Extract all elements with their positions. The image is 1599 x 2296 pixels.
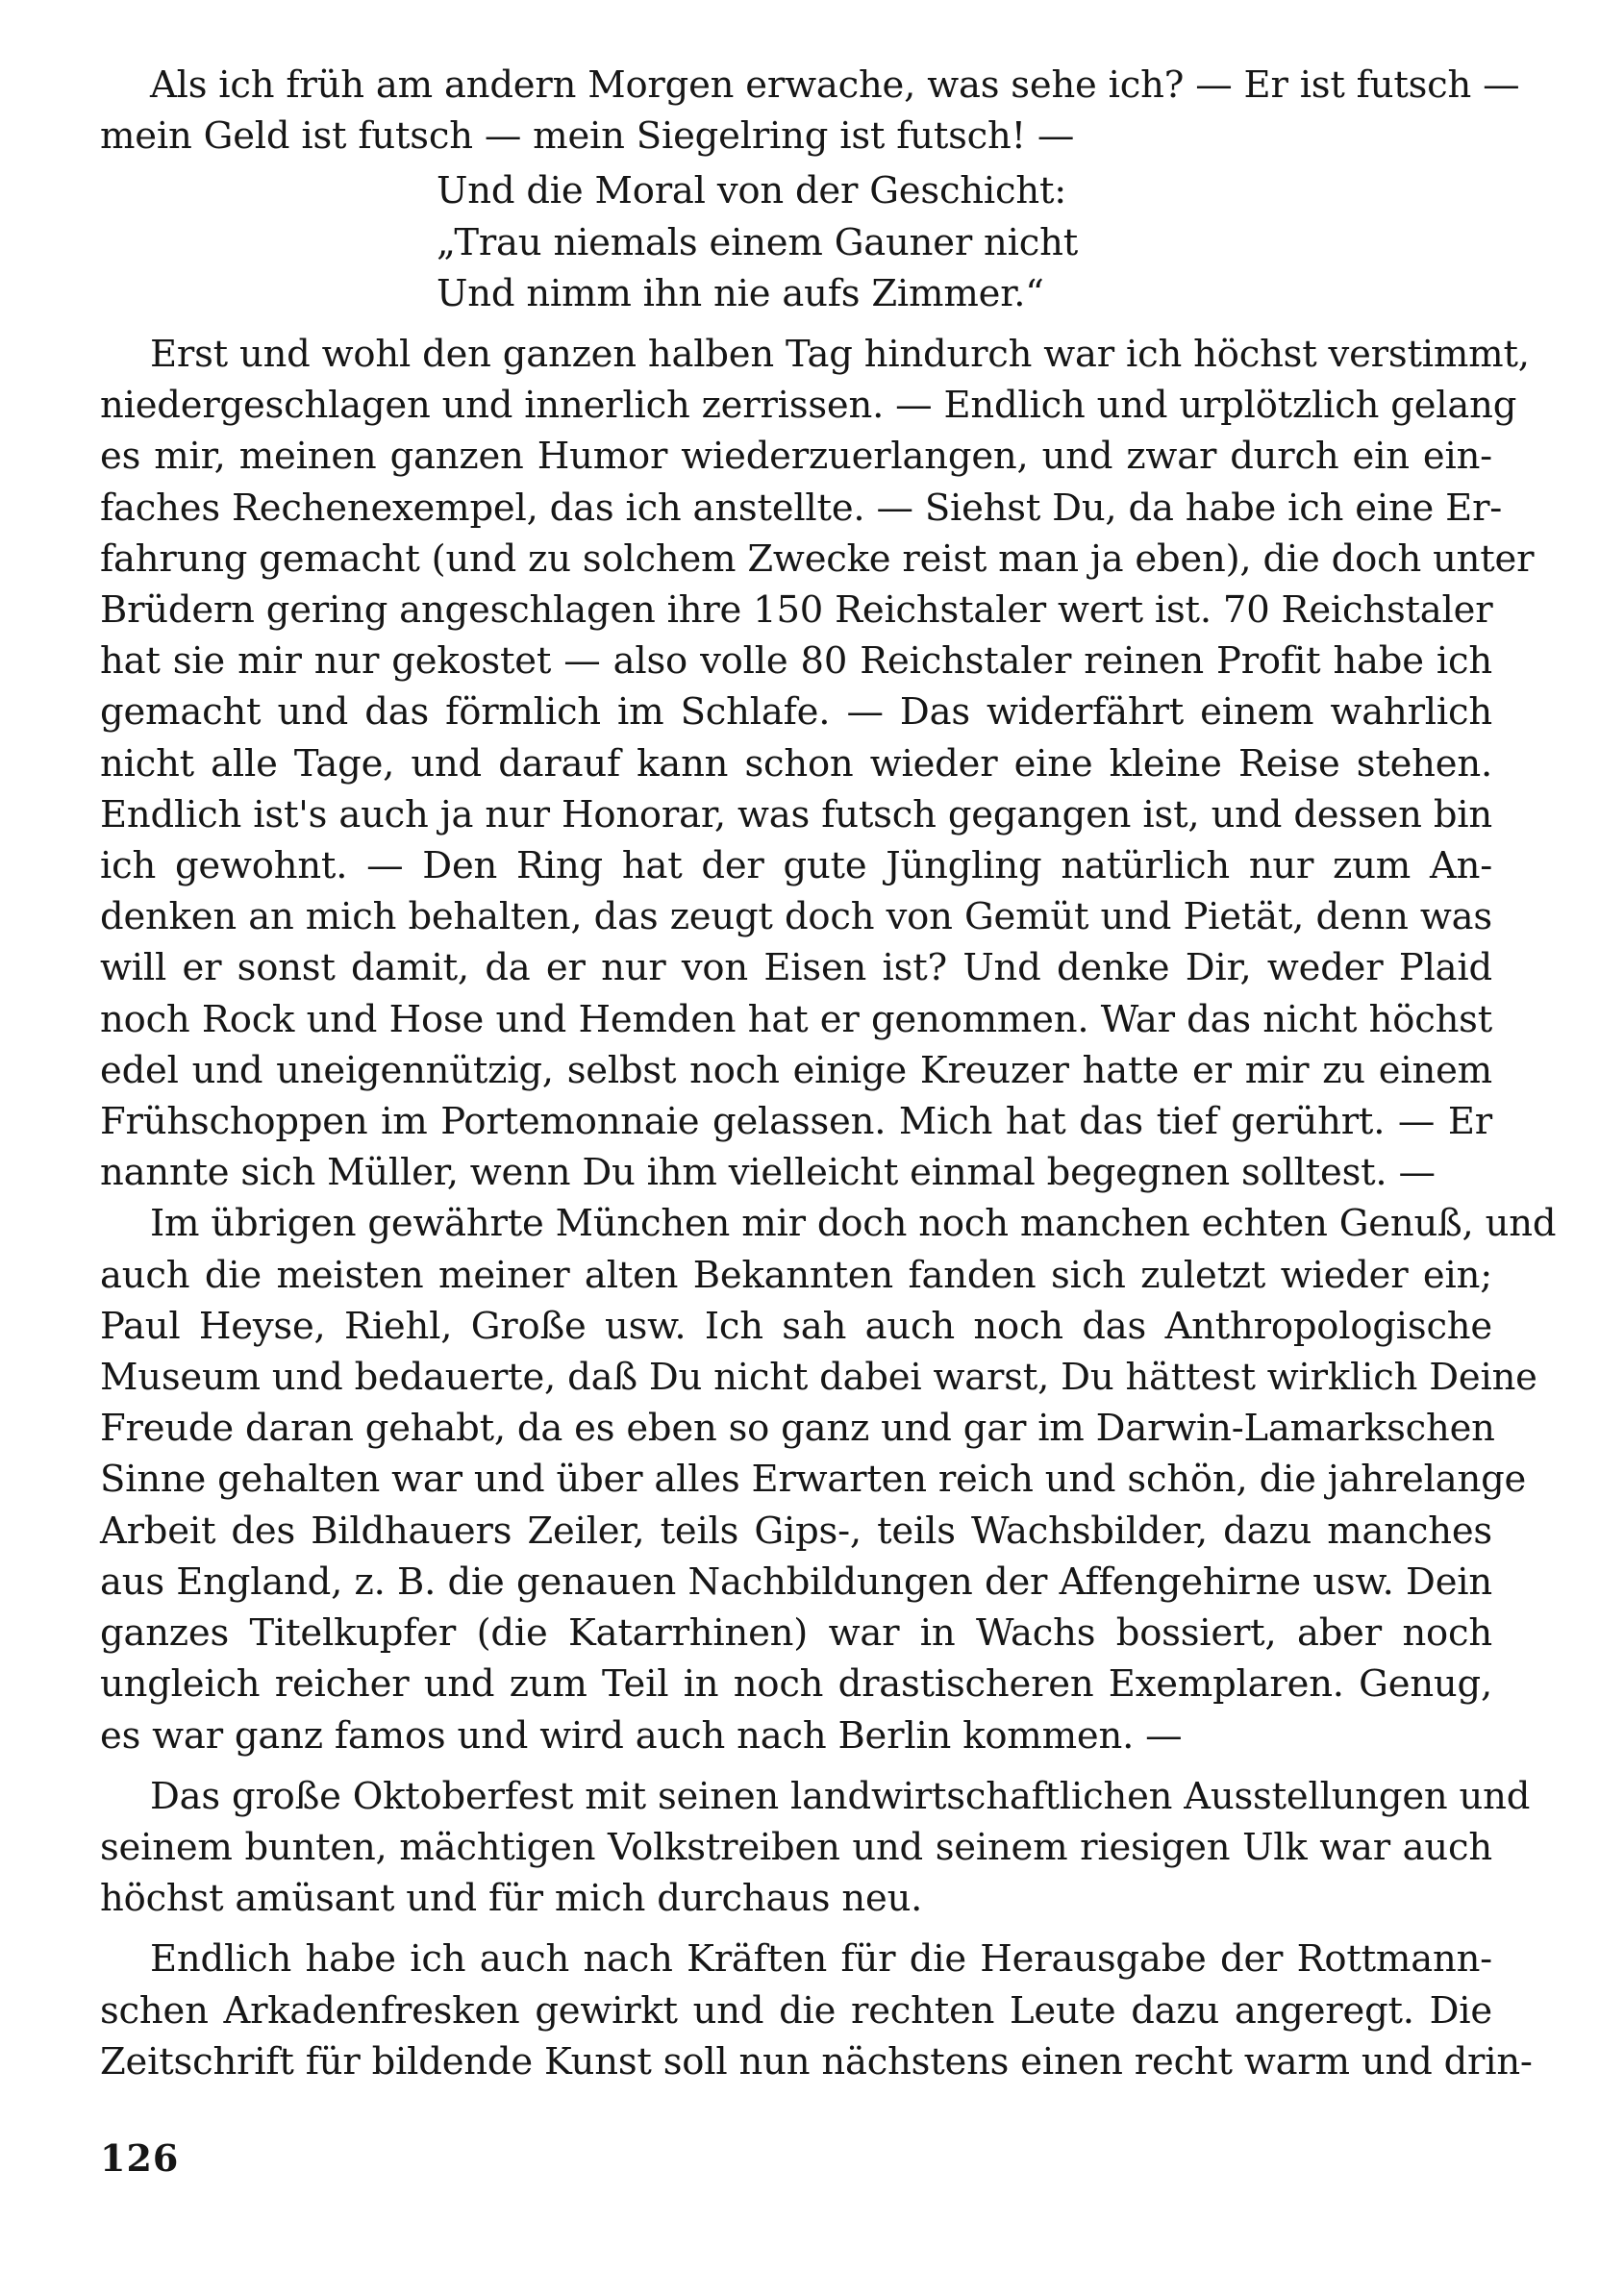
paragraph-spacer <box>100 1924 1492 1934</box>
text-line: Paul Heyse, Riehl, Große usw. Ich sah auch noch das Anthropologische <box>100 1304 1492 1348</box>
paragraph-3 <box>100 1198 1557 1760</box>
text-line: mein Geld ist futsch — mein Siegelring ist futsch! — <box>100 114 1075 159</box>
text-line: nicht alle Tage, und darauf kann schon wieder eine kleine Reise stehen. <box>100 741 1492 786</box>
text-line: ganzes Titelkupfer (die Katarrhinen) war in Wachs bossiert, aber noch <box>100 1611 1492 1656</box>
text-line: Endlich ist's auch ja nur Honorar, was futsch gegangen ist, und dessen bin <box>100 792 1492 836</box>
paragraph-1 <box>100 60 1520 162</box>
text-line: Endlich habe ich auch nach Kräften für die Herausgabe der Rottmann- <box>150 1937 1492 1982</box>
text-line: noch Rock und Hose und Hemden hat er genommen. War das nicht höchst <box>100 997 1492 1041</box>
paragraph-5 <box>100 1934 1533 2087</box>
text-line: Arbeit des Bildhauers Zeiler, teils Gips-, teils Wachsbilder, dazu manches <box>100 1509 1492 1553</box>
text-line: denken an mich behalten, das zeugt doch von Gemüt und Pietät, denn was <box>100 895 1492 939</box>
text-line: schen Arkadenfresken gewirkt und die rechten Leute dazu angeregt. Die <box>100 1988 1492 2033</box>
text-line: Freude daran gehabt, da es eben so ganz und gar im Darwin-Lamarkschen <box>100 1407 1495 1451</box>
text-line: niedergeschlagen und innerlich zerrissen. — Endlich und urplötzlich gelang <box>100 384 1517 428</box>
text-line: Im übrigen gewährte München mir doch noch manchen echten Genuß, und <box>150 1202 1557 1246</box>
text-line: seinem bunten, mächtigen Volkstreiben und seinem riesigen Ulk war auch <box>100 1825 1492 1869</box>
text-line: Das große Oktoberfest mit seinen landwirtschaftlichen Ausstellungen und <box>150 1774 1531 1818</box>
text-line: es mir, meinen ganzen Humor wiederzuerlangen, und zwar durch ein ein- <box>100 435 1492 479</box>
paragraph-spacer <box>100 1761 1492 1771</box>
text-line: Als ich früh am andern Morgen erwache, was sehe ich? — Er ist futsch — <box>150 63 1520 107</box>
text-line: Museum und bedauerte, daß Du nicht dabei warst, Du hättest wirklich Deine <box>100 1356 1537 1400</box>
text-line: auch die meisten meiner alten Bekannten fanden sich zuletzt wieder ein; <box>100 1253 1492 1297</box>
text-line: Zeitschrift für bildende Kunst soll nun nächstens einen recht warm und drin- <box>100 2039 1533 2084</box>
text-line: ungleich reicher und zum Teil in noch drastischeren Exemplaren. Genug, <box>100 1662 1492 1707</box>
text-line: fahrung gemacht (und zu solchem Zwecke reist man ja eben), die doch unter <box>100 537 1535 581</box>
text-line: Brüdern gering angeschlagen ihre 150 Reichstaler wert ist. 70 Reichstaler <box>100 588 1493 633</box>
text-line: faches Rechenexempel, das ich anstellte. — Siehst Du, da habe ich eine Er- <box>100 486 1503 530</box>
poem-verse: „Trau niemals einem Gauner nicht <box>437 220 1078 264</box>
text-line: es war ganz famos und wird auch nach Berlin kommen. — <box>100 1713 1183 1758</box>
paragraph-2 <box>100 329 1535 1198</box>
text-line: Erst und wohl den ganzen halben Tag hindurch war ich höchst verstimmt, <box>150 333 1530 377</box>
text-line: höchst amüsant und für mich durchaus neu. <box>100 1877 923 1921</box>
text-line: nannte sich Müller, wenn Du ihm vielleicht einmal begegnen solltest. — <box>100 1151 1436 1195</box>
body-text <box>100 60 1557 2087</box>
text-line: aus England, z. B. die genauen Nachbildungen der Affengehirne usw. Dein <box>100 1560 1492 1604</box>
text-line: hat sie mir nur gekostet — also volle 80 Reichstaler reinen Profit habe ich <box>100 639 1492 684</box>
text-line: ich gewohnt. — Den Ring hat der gute Jüngling natürlich nur zum An- <box>100 844 1492 888</box>
text-line: Frühschoppen im Portemonnaie gelassen. Mich hat das tief gerührt. — Er <box>100 1100 1492 1144</box>
text-line: will er sonst damit, da er nur von Eisen ist? Und denke Dir, weder Plaid <box>100 946 1492 990</box>
poem-verse: Und nimm ihn nie aufs Zimmer.“ <box>437 271 1044 315</box>
text-line: gemacht und das förmlich im Schlafe. — Das widerfährt einem wahrlich <box>100 690 1492 735</box>
text-line: Sinne gehalten war und über alles Erwarten reich und schön, die jahrelange <box>100 1458 1527 1502</box>
poem-quote <box>100 165 1492 319</box>
paragraph-4 <box>100 1771 1531 1925</box>
poem-verse: Und die Moral von der Geschicht: <box>437 169 1067 213</box>
text-line: edel und uneigennützig, selbst noch einige Kreuzer hatte er mir zu einem <box>100 1048 1492 1092</box>
page-number: 126 <box>100 2136 180 2180</box>
